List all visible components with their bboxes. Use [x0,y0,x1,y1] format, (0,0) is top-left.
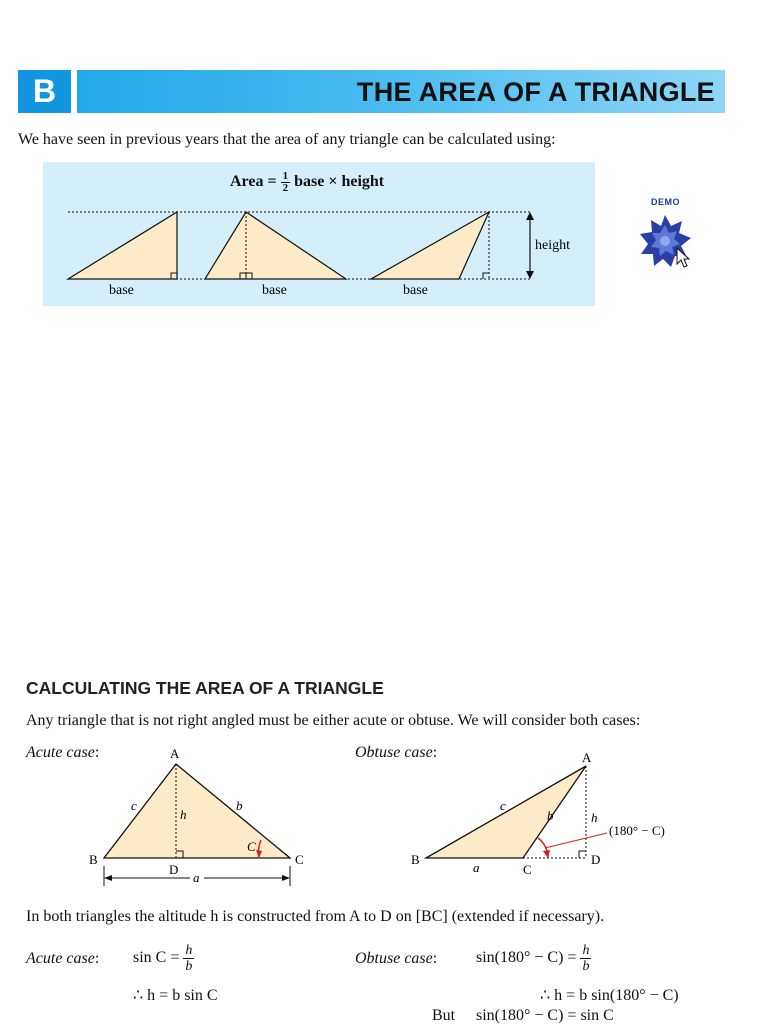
svg-text:b: b [236,798,243,813]
svg-text:a: a [193,870,200,885]
svg-text:C: C [295,852,304,867]
base-height-diagram [0,0,768,330]
svg-text:D: D [591,852,601,867]
acute-case-eq-label: Acute case: [26,950,100,967]
right-angle-mark-3 [483,273,489,279]
acute-triangle [205,212,346,279]
svg-text:D: D [169,862,179,877]
obtuse-sine-equation: sin(180° − C) = $\frac{h}{b}$ [476,943,590,974]
cases-paragraph: Any triangle that is not right angled must be either acute or obtuse. We will consider both cases: [26,712,641,729]
svg-text:h: h [180,807,187,822]
base-label-1: base [109,283,134,298]
svg-text:C: C [523,862,532,877]
snowflake-cursor-icon[interactable] [636,208,696,274]
but-label: But [432,1007,456,1024]
obtuse-case-label: Obtuse case: [355,744,438,761]
acute-sine-equation: sin C = $\frac{h}{b}$ [133,943,193,974]
acute-case-label: Acute case: [26,744,100,761]
acute-result-equation: ∴ h = b sin C [133,987,218,1004]
svg-text:B: B [89,852,98,867]
svg-text:A: A [170,746,180,761]
svg-text:h: h [591,810,598,825]
altitude-paragraph: In both triangles the altitude h is constructed from A to D on [BC] (extended if necessary). [26,908,605,925]
area-formula-rhs: base × height [294,173,385,191]
acute-obtuse-diagrams [0,740,768,900]
area-formula-lhs: Area = [230,173,277,191]
intro-paragraph: We have seen in previous years that the area of any triangle can be calculated using: [18,131,556,148]
base-label-2: base [262,283,287,298]
svg-text:b: b [547,808,554,823]
svg-text:A: A [582,750,592,765]
obtuse-case-eq-label: Obtuse case: [355,950,438,967]
svg-text:C: C [247,839,256,854]
base-label-3: base [403,283,428,298]
section-title: THE AREA OF A TRIANGLE [356,77,715,107]
obtuse-result-equation: ∴ h = b sin(180° − C) [540,987,679,1004]
svg-text:a: a [473,860,480,875]
svg-text:B: B [411,852,420,867]
svg-text:c: c [131,798,137,813]
height-label: height [535,238,570,253]
subsection-heading: CALCULATING THE AREA OF A TRIANGLE [26,678,384,698]
right-triangle [68,212,177,279]
half-fraction: $\frac{1}{2}$ [282,170,289,194]
sine-identity: sin(180° − C) = sin C [476,1007,614,1024]
demo-label[interactable]: DEMO [651,197,680,207]
svg-text:c: c [500,798,506,813]
obtuse-triangle [371,212,489,279]
section-letter: B [18,70,71,113]
supplementary-angle-label: (180° − C) [609,823,665,838]
